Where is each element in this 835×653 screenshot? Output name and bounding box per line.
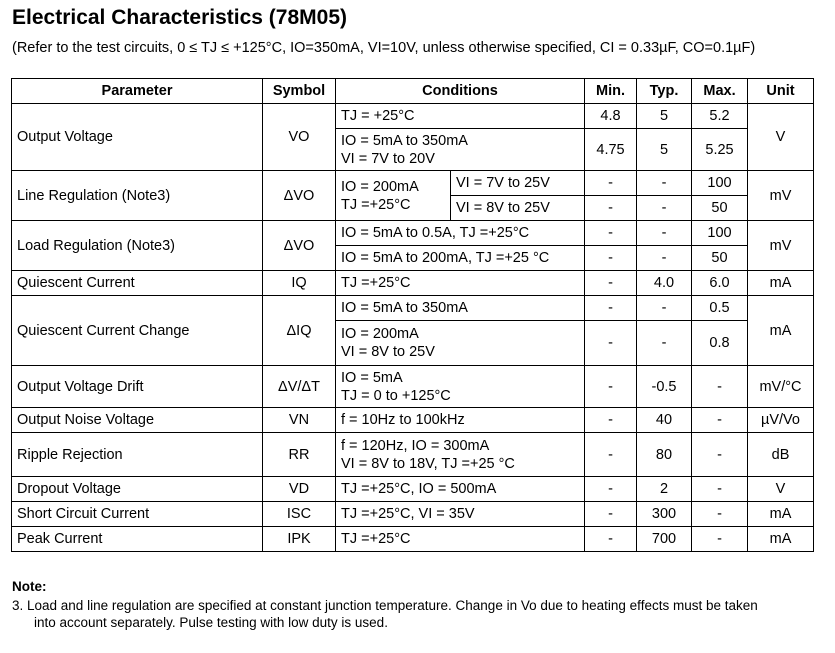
typ-cell: - xyxy=(637,246,692,271)
parameter-cell: Dropout Voltage xyxy=(12,477,263,502)
note-line-2: into account separately. Pulse testing with low duty is used. xyxy=(34,615,388,630)
unit-cell: mV xyxy=(748,171,814,221)
max-cell: - xyxy=(692,477,748,502)
unit-cell: mV xyxy=(748,221,814,271)
document-title: Electrical Characteristics (78M05) xyxy=(12,6,348,29)
condition-line: VI = 8V to 18V, TJ =+25 °C xyxy=(341,455,515,472)
max-cell: 50 xyxy=(692,246,748,271)
symbol-cell: VO xyxy=(263,104,336,171)
typ-cell: 5 xyxy=(637,129,692,171)
header-parameter: Parameter xyxy=(12,79,263,104)
header-unit: Unit xyxy=(748,79,814,104)
max-cell: 0.8 xyxy=(692,321,748,366)
condition-line: f = 120Hz, IO = 300mA xyxy=(341,437,490,454)
parameter-cell: Output Noise Voltage xyxy=(12,408,263,433)
parameter-cell: Load Regulation (Note3) xyxy=(12,221,263,271)
min-cell: 4.75 xyxy=(585,129,637,171)
table-row xyxy=(12,221,814,246)
unit-cell: V xyxy=(748,104,814,171)
min-cell: - xyxy=(585,196,637,221)
typ-cell: 4.0 xyxy=(637,271,692,296)
typ-cell: - xyxy=(637,171,692,196)
condition-cell xyxy=(336,321,585,366)
condition-line: VI = 8V to 25V xyxy=(341,344,435,360)
table-row xyxy=(12,433,814,477)
header-typ: Typ. xyxy=(637,79,692,104)
symbol-cell: ISC xyxy=(263,502,336,527)
parameter-cell: Ripple Rejection xyxy=(12,433,263,477)
condition-cell: IO = 5mA to 200mA, TJ =+25 °C xyxy=(336,246,585,271)
condition-cell: IO = 5mA to 350mA xyxy=(336,296,585,321)
max-cell: 0.5 xyxy=(692,296,748,321)
unit-cell: mV/°C xyxy=(748,366,814,408)
max-cell: 6.0 xyxy=(692,271,748,296)
unit-cell: mA xyxy=(748,271,814,296)
min-cell: - xyxy=(585,477,637,502)
typ-cell: 700 xyxy=(637,527,692,552)
typ-cell: 5 xyxy=(637,104,692,129)
table-row xyxy=(12,271,814,296)
symbol-cell: IQ xyxy=(263,271,336,296)
unit-cell: mA xyxy=(748,502,814,527)
parameter-cell: Output Voltage xyxy=(12,104,263,171)
condition-cell: VI = 8V to 25V xyxy=(451,196,585,221)
min-cell: - xyxy=(585,321,637,366)
unit-cell: µV/Vo xyxy=(748,408,814,433)
condition-line: TJ =+25°C xyxy=(341,196,411,213)
max-cell: 100 xyxy=(692,221,748,246)
symbol-cell: ΔVO xyxy=(263,221,336,271)
condition-cell xyxy=(336,129,585,171)
min-cell: - xyxy=(585,171,637,196)
min-cell: - xyxy=(585,221,637,246)
typ-cell: 40 xyxy=(637,408,692,433)
table-row xyxy=(12,502,814,527)
typ-cell: 300 xyxy=(637,502,692,527)
parameter-cell: Peak Current xyxy=(12,527,263,552)
parameter-cell: Line Regulation (Note3) xyxy=(12,171,263,221)
condition-cell: IO = 5mA to 0.5A, TJ =+25°C xyxy=(336,221,585,246)
parameter-cell: Output Voltage Drift xyxy=(12,366,263,408)
note-title: Note: xyxy=(12,579,47,594)
unit-cell: mA xyxy=(748,527,814,552)
parameter-cell: Short Circuit Current xyxy=(12,502,263,527)
condition-line: IO = 5mA xyxy=(341,369,403,386)
min-cell: - xyxy=(585,366,637,408)
condition-cell: f = 10Hz to 100kHz xyxy=(336,408,585,433)
parameter-cell: Quiescent Current xyxy=(12,271,263,296)
typ-cell: - xyxy=(637,221,692,246)
symbol-cell: VD xyxy=(263,477,336,502)
condition-line: IO = 5mA to 350mA xyxy=(341,132,468,149)
header-min: Min. xyxy=(585,79,637,104)
table-row xyxy=(12,366,814,408)
table-row xyxy=(12,104,814,129)
symbol-cell: IPK xyxy=(263,527,336,552)
typ-cell: - xyxy=(637,296,692,321)
table-row xyxy=(12,171,814,196)
condition-cell: TJ =+25°C, IO = 500mA xyxy=(336,477,585,502)
typ-cell: - xyxy=(637,321,692,366)
condition-cell: VI = 7V to 25V xyxy=(451,171,585,196)
condition-line: TJ = 0 to +125°C xyxy=(341,387,451,404)
symbol-cell: VN xyxy=(263,408,336,433)
condition-cell xyxy=(336,366,585,408)
min-cell: - xyxy=(585,271,637,296)
note-text xyxy=(12,597,812,631)
symbol-cell: ΔV/ΔT xyxy=(263,366,336,408)
typ-cell: 80 xyxy=(637,433,692,477)
electrical-characteristics-table xyxy=(11,78,814,552)
header-conditions: Conditions xyxy=(336,79,585,104)
max-cell: - xyxy=(692,433,748,477)
condition-cell: TJ =+25°C xyxy=(336,271,585,296)
typ-cell: - xyxy=(637,196,692,221)
max-cell: - xyxy=(692,366,748,408)
max-cell: - xyxy=(692,502,748,527)
symbol-cell: ΔVO xyxy=(263,171,336,221)
unit-cell: mA xyxy=(748,296,814,366)
condition-cell xyxy=(336,433,585,477)
unit-cell: dB xyxy=(748,433,814,477)
condition-line: VI = 7V to 20V xyxy=(341,150,435,167)
header-max: Max. xyxy=(692,79,748,104)
condition-cell: TJ =+25°C, VI = 35V xyxy=(336,502,585,527)
condition-line: IO = 200mA xyxy=(341,326,419,342)
typ-cell: 2 xyxy=(637,477,692,502)
table-row xyxy=(12,477,814,502)
min-cell: - xyxy=(585,527,637,552)
parameter-cell: Quiescent Current Change xyxy=(12,296,263,366)
condition-cell xyxy=(336,171,451,221)
table-row xyxy=(12,408,814,433)
unit-cell: V xyxy=(748,477,814,502)
min-cell: 4.8 xyxy=(585,104,637,129)
note-line-1: 3. Load and line regulation are specified at constant junction temperature. Change in Vo due to heating effects must be taken xyxy=(12,598,758,613)
min-cell: - xyxy=(585,246,637,271)
condition-cell: TJ =+25°C xyxy=(336,527,585,552)
min-cell: - xyxy=(585,502,637,527)
table-row xyxy=(12,296,814,321)
max-cell: - xyxy=(692,408,748,433)
max-cell: 5.2 xyxy=(692,104,748,129)
max-cell: 50 xyxy=(692,196,748,221)
min-cell: - xyxy=(585,433,637,477)
max-cell: 5.25 xyxy=(692,129,748,171)
condition-cell: TJ = +25°C xyxy=(336,104,585,129)
table-header-row xyxy=(12,79,814,104)
symbol-cell: ΔIQ xyxy=(263,296,336,366)
min-cell: - xyxy=(585,408,637,433)
typ-cell: -0.5 xyxy=(637,366,692,408)
min-cell: - xyxy=(585,296,637,321)
symbol-cell: RR xyxy=(263,433,336,477)
test-conditions-subtitle: (Refer to the test circuits, 0 ≤ TJ ≤ +125°C, IO=350mA, VI=10V, unless otherwise specified, CI = 0.33µF, CO=0.1µF) xyxy=(12,40,756,56)
condition-line: IO = 200mA xyxy=(341,178,419,195)
header-symbol: Symbol xyxy=(263,79,336,104)
table-row xyxy=(12,527,814,552)
max-cell: - xyxy=(692,527,748,552)
max-cell: 100 xyxy=(692,171,748,196)
